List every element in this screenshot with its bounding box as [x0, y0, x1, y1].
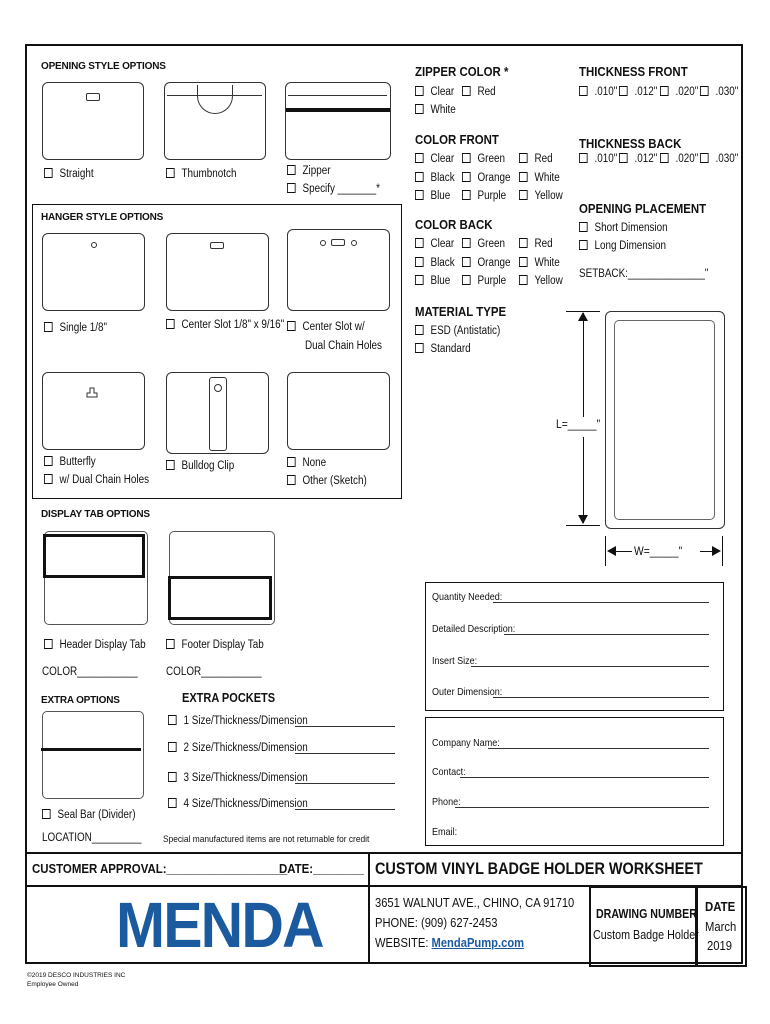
hole-icon	[351, 240, 357, 246]
color-label: Blue	[430, 275, 451, 287]
badge-inner-drawing	[614, 320, 715, 520]
color-front-title: COLOR FRONT	[415, 132, 499, 147]
bulldog-label: Bulldog Clip	[181, 460, 235, 472]
material-esd[interactable]	[415, 325, 500, 337]
material-standard[interactable]	[415, 343, 471, 355]
checkbox-icon[interactable]	[287, 475, 296, 485]
color-label: Orange	[477, 172, 511, 184]
checkbox-icon[interactable]	[519, 172, 528, 182]
footer-top-rule	[25, 852, 743, 854]
checkbox-icon[interactable]	[462, 153, 471, 163]
material-type-title: MATERIAL TYPE	[415, 304, 507, 319]
insert-size-label: Insert Size:	[432, 655, 478, 667]
center-slot-dual-label-1: Center Slot w/	[302, 321, 365, 333]
header-tab-drawing	[44, 531, 148, 625]
pocket-label: 3 Size/Thickness/Dimension	[183, 772, 308, 784]
color-front-purple[interactable]	[462, 190, 506, 202]
butterfly-label: Butterfly	[59, 456, 96, 468]
checkbox-icon[interactable]	[700, 86, 709, 96]
color-back-purple[interactable]	[462, 275, 506, 287]
checkbox-icon[interactable]	[166, 319, 175, 329]
option-straight[interactable]	[44, 168, 94, 180]
opening-style-title: OPENING STYLE OPTIONS	[41, 61, 166, 72]
dim-bottom-tick	[566, 525, 600, 526]
contact-input[interactable]	[460, 777, 709, 778]
color-label: Orange	[477, 257, 511, 269]
thickness-back-title: THICKNESS BACK	[579, 136, 682, 151]
color-label: White	[534, 257, 560, 269]
single-label: Single 1/8"	[59, 322, 107, 334]
color-label: Yellow	[534, 190, 563, 202]
footer-tab-drawing	[169, 531, 275, 625]
color-front-black[interactable]	[415, 172, 455, 184]
zipper-track-icon	[286, 108, 390, 112]
seal-bar-label: Seal Bar (Divider)	[57, 809, 136, 821]
checkbox-icon[interactable]	[415, 86, 424, 96]
butterfly-slot-icon	[85, 385, 99, 397]
pocket-2[interactable]	[168, 742, 308, 754]
arrow-right-icon	[712, 546, 721, 556]
dim-width-line-right	[700, 551, 712, 552]
checkbox-icon[interactable]	[519, 238, 528, 248]
checkbox-icon[interactable]	[415, 153, 424, 163]
description-input[interactable]	[504, 634, 709, 635]
option-specify[interactable]	[287, 183, 380, 195]
customer-approval-field[interactable]: CUSTOMER APPROVAL:___________________	[32, 861, 288, 876]
pocket-3-line[interactable]	[295, 783, 395, 784]
slot-icon	[331, 239, 345, 246]
returns-note: Special manufactured items are not returnable for credit	[163, 834, 370, 845]
color-label: Black	[430, 257, 455, 269]
checkbox-icon[interactable]	[700, 153, 709, 163]
center-slot-label: Center Slot 1/8" x 9/16"	[181, 319, 285, 331]
color-front-blue[interactable]	[415, 190, 450, 202]
color-front-red[interactable]	[519, 153, 553, 165]
extra-pockets-title: EXTRA POCKETS	[182, 691, 276, 705]
pocket-label: 1 Size/Thickness/Dimension	[183, 715, 308, 727]
color-back-green[interactable]	[462, 238, 505, 250]
checkbox-icon[interactable]	[166, 460, 175, 470]
checkbox-icon[interactable]	[462, 172, 471, 182]
footer-tab-highlight	[168, 576, 272, 620]
arrow-down-icon	[578, 515, 588, 524]
dim-length-line-bottom	[583, 437, 584, 523]
checkbox-icon[interactable]	[415, 257, 424, 267]
pocket-1-line[interactable]	[295, 726, 395, 727]
company-website	[375, 935, 524, 950]
checkbox-icon[interactable]	[579, 240, 588, 250]
thickness-front-020[interactable]	[660, 86, 698, 98]
thickness-label: .012"	[634, 86, 658, 98]
checkbox-icon[interactable]	[42, 809, 51, 819]
zipper-white[interactable]	[415, 104, 456, 116]
color-label: Black	[430, 172, 455, 184]
drawing-number-label: DRAWING NUMBER	[596, 907, 697, 921]
color-label: Yellow	[534, 275, 563, 287]
color-back-red[interactable]	[519, 238, 553, 250]
drawing-number-box	[589, 886, 697, 967]
color-front-white[interactable]	[519, 172, 560, 184]
checkbox-icon[interactable]	[44, 474, 53, 484]
color-front-clear[interactable]	[415, 153, 454, 165]
option-butterfly[interactable]	[44, 456, 96, 468]
slot-icon	[210, 242, 224, 249]
pocket-3[interactable]	[168, 772, 308, 784]
contact-label: Contact:	[432, 766, 466, 778]
single-hole-drawing	[42, 233, 145, 311]
thickness-label: .010"	[594, 153, 618, 165]
pocket-2-line[interactable]	[295, 753, 395, 754]
thickness-front-title: THICKNESS FRONT	[579, 64, 688, 79]
thickness-label: .030"	[715, 86, 739, 98]
phone-label: Phone:	[432, 796, 461, 808]
pocket-1[interactable]	[168, 715, 308, 727]
quantity-label: Quantity Needed:	[432, 591, 503, 603]
email-label: Email:	[432, 826, 458, 838]
color-label: Red	[534, 238, 553, 250]
company-label: Company Name:	[432, 737, 500, 749]
color-label: White	[534, 172, 560, 184]
option-single[interactable]	[44, 322, 107, 334]
phone-input[interactable]	[455, 807, 709, 808]
date-month: March	[705, 920, 737, 934]
zipper-color-title: ZIPPER COLOR *	[415, 64, 509, 79]
option-none[interactable]	[287, 457, 326, 469]
thumbnotch-label: Thumbnotch	[181, 168, 237, 180]
zipper-edge	[288, 95, 387, 96]
location-field[interactable]: LOCATION_________	[42, 832, 142, 844]
dim-right-tick	[722, 536, 723, 566]
company-input[interactable]	[488, 748, 709, 749]
checkbox-icon[interactable]	[519, 190, 528, 200]
color-label: Green	[477, 153, 505, 165]
option-thumbnotch[interactable]	[166, 168, 236, 180]
color-label: Red	[534, 153, 553, 165]
checkbox-icon[interactable]	[462, 275, 471, 285]
arrow-left-icon	[607, 546, 616, 556]
pocket-4[interactable]	[168, 798, 308, 810]
zipper-red[interactable]	[462, 86, 496, 98]
dim-left-tick	[605, 536, 606, 566]
checkbox-icon[interactable]	[166, 639, 175, 649]
zipper-clear-label: Clear	[430, 86, 455, 98]
dual-chain-label: w/ Dual Chain Holes	[59, 474, 150, 486]
header-tab-label: Header Display Tab	[59, 639, 146, 651]
color-label: Clear	[430, 238, 455, 250]
checkbox-icon[interactable]	[44, 639, 53, 649]
option-seal-bar[interactable]	[42, 809, 136, 821]
website-label: WEBSITE:	[375, 935, 432, 950]
pocket-4-line[interactable]	[295, 809, 395, 810]
zipper-holder-drawing	[285, 82, 391, 160]
option-zipper[interactable]	[287, 165, 331, 177]
checkbox-icon[interactable]	[415, 343, 424, 353]
checkbox-icon[interactable]	[415, 104, 424, 114]
drawing-number-value: Custom Badge Holder	[593, 928, 699, 942]
center-slot-dual-drawing	[287, 229, 390, 311]
description-label: Detailed Description:	[432, 623, 516, 635]
thickness-label: .020"	[675, 153, 699, 165]
copyright: ©2019 DESCO INDUSTRIES INC	[27, 972, 126, 979]
checkbox-icon[interactable]	[462, 257, 471, 267]
footer-tab-color-field[interactable]: COLOR___________	[166, 666, 262, 678]
thumbnotch-icon	[197, 85, 233, 114]
none-label: None	[302, 457, 327, 469]
option-dual-chain[interactable]	[44, 474, 149, 486]
placement-long[interactable]	[579, 240, 666, 252]
checkbox-icon[interactable]	[619, 153, 628, 163]
outer-dimension-input[interactable]	[493, 697, 709, 698]
thickness-back-012[interactable]	[619, 153, 657, 165]
checkbox-icon[interactable]	[519, 153, 528, 163]
color-back-yellow[interactable]	[519, 275, 563, 287]
zipper-red-label: Red	[477, 86, 496, 98]
header-tab-highlight	[43, 534, 145, 578]
display-tab-title: DISPLAY TAB OPTIONS	[41, 509, 150, 520]
option-header-tab[interactable]	[44, 639, 146, 651]
footer-divider	[368, 852, 370, 963]
quantity-input[interactable]	[493, 602, 709, 603]
checkbox-icon[interactable]	[462, 190, 471, 200]
arrow-up-icon	[578, 312, 588, 321]
color-front-orange[interactable]	[462, 172, 510, 184]
no-hanger-drawing	[287, 372, 390, 450]
center-slot-dual-label-2: Dual Chain Holes	[305, 340, 382, 352]
color-front-yellow[interactable]	[519, 190, 563, 202]
checkbox-icon[interactable]	[287, 321, 296, 331]
thickness-label: .020"	[675, 86, 699, 98]
setback-field[interactable]: SETBACK:______________"	[579, 268, 709, 280]
thickness-front-030[interactable]	[700, 86, 738, 98]
color-label: Purple	[477, 275, 507, 287]
color-back-orange[interactable]	[462, 257, 510, 269]
checkbox-icon[interactable]	[168, 742, 177, 752]
thickness-front-012[interactable]	[619, 86, 657, 98]
option-footer-tab[interactable]	[166, 639, 264, 651]
color-label: Clear	[430, 153, 455, 165]
website-link[interactable]: MendaPump.com	[431, 935, 525, 950]
specify-label: Specify _______*	[302, 183, 381, 195]
option-center-slot[interactable]	[166, 319, 284, 331]
thickness-back-020[interactable]	[660, 153, 698, 165]
bulldog-clip-drawing	[166, 372, 269, 454]
checkbox-icon[interactable]	[287, 457, 296, 467]
checkbox-icon[interactable]	[519, 275, 528, 285]
option-center-slot-dual[interactable]	[287, 321, 365, 333]
checkbox-icon[interactable]	[579, 86, 588, 96]
straight-holder-drawing	[42, 82, 144, 160]
checkbox-icon[interactable]	[287, 165, 296, 175]
footer-tab-label: Footer Display Tab	[181, 639, 264, 651]
color-back-blue[interactable]	[415, 275, 450, 287]
seal-bar-drawing	[42, 711, 144, 799]
long-label: Long Dimension	[594, 240, 666, 252]
insert-size-input[interactable]	[471, 666, 709, 667]
checkbox-icon[interactable]	[168, 715, 177, 725]
short-label: Short Dimension	[594, 222, 668, 234]
color-back-black[interactable]	[415, 257, 455, 269]
esd-label: ESD (Antistatic)	[430, 325, 501, 337]
straight-label: Straight	[59, 168, 94, 180]
width-field[interactable]: W=_____"	[634, 544, 683, 558]
checkbox-icon[interactable]	[415, 172, 424, 182]
checkbox-icon[interactable]	[168, 798, 177, 808]
company-phone: PHONE: (909) 627-2453	[375, 915, 498, 930]
placement-short[interactable]	[579, 222, 668, 234]
checkbox-icon[interactable]	[415, 190, 424, 200]
dim-width-line-left	[616, 551, 632, 552]
zipper-white-label: White	[430, 104, 456, 116]
opening-placement-title: OPENING PLACEMENT	[579, 201, 707, 216]
checkbox-icon[interactable]	[44, 456, 53, 466]
checkbox-icon[interactable]	[415, 238, 424, 248]
checkbox-icon[interactable]	[415, 325, 424, 335]
color-label: Purple	[477, 190, 507, 202]
option-bulldog[interactable]	[166, 460, 234, 472]
checkbox-icon[interactable]	[44, 322, 53, 332]
thickness-front-010[interactable]	[579, 86, 617, 98]
hanger-style-title: HANGER STYLE OPTIONS	[41, 212, 164, 223]
outer-dimension-label: Outer Dimension:	[432, 686, 503, 698]
checkbox-icon[interactable]	[168, 772, 177, 782]
thickness-label: .010"	[594, 86, 618, 98]
color-label: Green	[477, 238, 505, 250]
employee-owned: Employee Owned	[27, 981, 79, 988]
clip-icon	[209, 377, 227, 451]
pocket-label: 4 Size/Thickness/Dimension	[183, 798, 308, 810]
checkbox-icon[interactable]	[462, 238, 471, 248]
checkbox-icon[interactable]	[287, 183, 296, 193]
color-back-title: COLOR BACK	[415, 217, 493, 232]
checkbox-icon[interactable]	[660, 153, 669, 163]
other-label: Other (Sketch)	[302, 475, 367, 487]
badge-outline-drawing	[605, 311, 725, 529]
thickness-label: .012"	[634, 153, 658, 165]
butterfly-drawing	[42, 372, 145, 450]
color-back-clear[interactable]	[415, 238, 454, 250]
extra-options-title: EXTRA OPTIONS	[41, 695, 120, 706]
hole-icon	[91, 242, 97, 248]
length-field[interactable]: L=_____"	[556, 417, 601, 431]
thickness-back-030[interactable]	[700, 153, 738, 165]
color-front-green[interactable]	[462, 153, 505, 165]
date-title: DATE	[705, 899, 736, 914]
center-slot-drawing	[166, 233, 269, 311]
checkbox-icon[interactable]	[166, 168, 175, 178]
checkbox-icon[interactable]	[579, 222, 588, 232]
color-label: Blue	[430, 190, 451, 202]
standard-label: Standard	[430, 343, 471, 355]
hole-icon	[320, 240, 326, 246]
zipper-clear[interactable]	[415, 86, 454, 98]
approval-date-field[interactable]: DATE:________	[279, 861, 365, 876]
option-other[interactable]	[287, 475, 367, 487]
menda-logo: MENDA	[116, 889, 323, 961]
header-tab-color-field[interactable]: COLOR___________	[42, 666, 138, 678]
color-back-white[interactable]	[519, 257, 560, 269]
checkbox-icon[interactable]	[415, 275, 424, 285]
checkbox-icon[interactable]	[44, 168, 53, 178]
date-year: 2019	[707, 939, 733, 953]
zipper-label: Zipper	[302, 165, 331, 177]
checkbox-icon[interactable]	[660, 86, 669, 96]
checkbox-icon[interactable]	[519, 257, 528, 267]
slot-icon	[86, 93, 100, 101]
checkbox-icon[interactable]	[619, 86, 628, 96]
thickness-back-010[interactable]	[579, 153, 617, 165]
company-address: 3651 WALNUT AVE., CHINO, CA 91710	[375, 895, 575, 910]
seal-bar-icon	[41, 748, 141, 751]
dim-length-line-top	[583, 313, 584, 417]
checkbox-icon[interactable]	[579, 153, 588, 163]
thumbnotch-holder-drawing	[164, 82, 266, 160]
thickness-label: .030"	[715, 153, 739, 165]
worksheet-title: CUSTOM VINYL BADGE HOLDER WORKSHEET	[375, 859, 703, 878]
checkbox-icon[interactable]	[462, 86, 471, 96]
clip-hole-icon	[214, 384, 222, 392]
pocket-label: 2 Size/Thickness/Dimension	[183, 742, 308, 754]
